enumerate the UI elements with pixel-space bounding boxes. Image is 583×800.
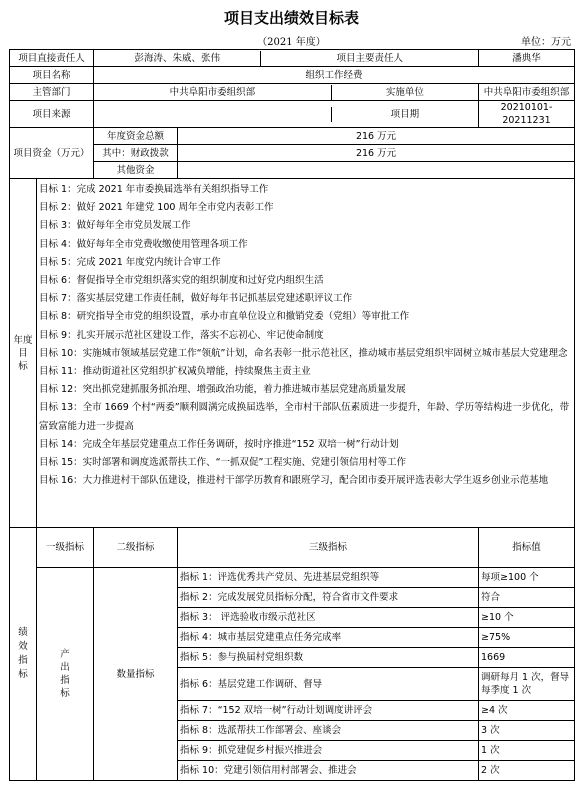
row-funds-other (10, 162, 575, 179)
row-funds-fiscal (10, 145, 575, 162)
main-responsible-label: 项目主要责任人 (336, 52, 403, 64)
col-level2-header: 二级指标 (94, 528, 178, 568)
period-value: 20210101-20211231 (479, 101, 575, 128)
goal-item: 目标 6：督促指导全市党组织落实党的组织制度和过好党内组织生活 (39, 275, 324, 287)
goal-item: 目标 3：做好每年全市党员发展工作 (39, 220, 191, 232)
impl-unit-value: 中共阜阳市委组织部 (479, 84, 575, 101)
fiscal-year: （2021 年度） (257, 37, 326, 48)
funds-label: 项目资金（万元） (10, 128, 94, 179)
funds-other-value (178, 162, 575, 179)
col-level1-header: 一级指标 (37, 528, 94, 568)
goal-item: 目标 15：实时部署和调度选派帮扶工作、“一抓双促”工程实施、党建引领信用村等工作 (39, 457, 406, 469)
indicator-value: 每项≥100 个 (479, 568, 575, 588)
goal-item: 目标 11：推动街道社区党组织扩权减负增能，持续聚焦主责主业 (39, 366, 311, 378)
level2-indicator: 数量指标 (94, 568, 178, 781)
col-value-header: 指标值 (479, 528, 575, 568)
level1-indicator-text: 产出指标 (60, 649, 70, 699)
row-indicator-header (10, 528, 575, 568)
goal-item: 目标 5：完成 2021 年度党内统计合审工作 (39, 256, 221, 268)
funds-total-value: 216 万元 (178, 128, 575, 145)
goal-item: 目标 14：完成全年基层党建重点工作任务调研，按时序推进“152 双培一树”行动计划 (39, 438, 399, 450)
indicator-name: 指标 5：参与换届村党组织数 (178, 648, 479, 668)
indicator-name: 指标 1：评选优秀共产党员、先进基层党组织等 (178, 568, 479, 588)
row-responsible (10, 50, 575, 67)
col-level3-header: 三级指标 (178, 528, 479, 568)
indicator-value: 调研每月 1 次，督导每季度 1 次 (479, 668, 575, 701)
funds-fiscal-value: 216 万元 (178, 145, 575, 162)
indicator-name: 指标 6：基层党建工作调研、督导 (178, 668, 479, 701)
main-responsible-value: 潘典华 (479, 50, 575, 67)
indicators-section-label (10, 528, 37, 781)
director-value: 彭海涛、朱威、张伟 (94, 51, 261, 66)
period-label: 项目期 (390, 108, 420, 120)
indicator-name: 指标 9：抓党建促乡村振兴推进会 (178, 741, 479, 761)
unit-label: 单位：万元 (521, 37, 571, 48)
indicator-row (10, 568, 575, 588)
indicator-value: ≥75% (479, 628, 575, 648)
impl-unit-label: 实施单位 (385, 86, 424, 98)
goal-item: 目标 16：大力推进村干部队伍建设，推进村干部学历教育和跟班学习，配合团市委开展评选表彰大学生返乡创业示范基地 (39, 475, 549, 487)
funds-fiscal-label: 其中：财政拨款 (94, 145, 178, 162)
indicator-value: 3 次 (479, 721, 575, 741)
indicator-name: 指标 2：完成发展党员指标分配，符合省市文件要求 (178, 588, 479, 608)
row-department (10, 84, 575, 101)
level1-indicator (37, 568, 94, 781)
indicators-section-text: 绩效指标 (18, 627, 28, 680)
indicator-value: 1669 (479, 648, 575, 668)
row-funds-total (10, 128, 575, 145)
indicator-name: 指标 3： 评选验收市级示范社区 (178, 608, 479, 628)
goal-item: 目标 9：扎实开展示范社区建设工作，落实不忘初心、牢记使命制度 (39, 329, 324, 341)
goal-item: 目标 8：研究指导全市党的组织设置，承办市直单位设立和撤销党委（党组）等审批工作 (39, 311, 410, 323)
indicator-value: 1 次 (479, 741, 575, 761)
annual-goals-label-line2: 标 (18, 360, 28, 372)
goal-item: 目标 4：做好每年全市党费收缴使用管理各项工作 (39, 238, 248, 250)
goal-item: 目标 1：完成 2021 年市委换届选举有关组织指导工作 (39, 184, 269, 195)
project-name-value: 组织工作经费 (94, 67, 575, 84)
project-name-label: 项目名称 (10, 67, 94, 84)
indicator-value: ≥10 个 (479, 608, 575, 628)
source-value (94, 107, 331, 122)
funds-other-label: 其他资金 (94, 162, 178, 179)
indicator-name: 指标 4：城市基层党建重点任务完成率 (178, 628, 479, 648)
indicator-name: 指标 8：选派帮扶工作部署会、座谈会 (178, 721, 479, 741)
funds-total-label: 年度资金总额 (94, 128, 178, 145)
indicator-name: 指标 7：“152 双培一树”行动计划调度讲评会 (178, 701, 479, 721)
source-label: 项目来源 (10, 101, 94, 128)
performance-goal-table (9, 49, 575, 781)
director-label: 项目直接责任人 (10, 50, 94, 67)
goal-item: 目标 7：落实基层党建工作责任制，做好每年书记抓基层党建述职评议工作 (39, 293, 353, 305)
dept-value: 中共阜阳市委组织部 (94, 85, 331, 100)
goal-item: 目标 2：做好 2021 年建党 100 周年全市党内表彰工作 (39, 202, 274, 214)
indicator-name: 指标 10：党建引领信用村部署会、推进会 (178, 761, 479, 781)
goal-item: 目标 10：实施城市领域基层党建工作“领航”计划，命名表彰一批示范社区，推动城市基层党组织牢固树立城市基层大党建理念 (39, 347, 568, 359)
row-goals (10, 179, 575, 528)
row-source (10, 101, 575, 128)
dept-label: 主管部门 (10, 84, 94, 101)
indicator-value: 符合 (479, 588, 575, 608)
indicator-value: 2 次 (479, 761, 575, 781)
goals-list (37, 179, 575, 528)
indicator-value: ≥4 次 (479, 701, 575, 721)
goal-item: 目标 13：全市 1669 个村“两委”顺利圆满完成换届选举，全市村干部队伍素质进一步提升，年龄、学历等结构进一步优化，带富致富能力进一步提高 (39, 402, 570, 432)
page-title: 项目支出绩效目标表 (223, 9, 359, 27)
annual-goals-label-line1: 年度目 (13, 334, 33, 359)
goal-item: 目标 12：突出抓党建抓服务抓治理、增强政治功能，着力推进城市基层党建高质量发展 (39, 384, 406, 396)
annual-goals-label (10, 179, 37, 528)
row-project-name (10, 67, 575, 84)
